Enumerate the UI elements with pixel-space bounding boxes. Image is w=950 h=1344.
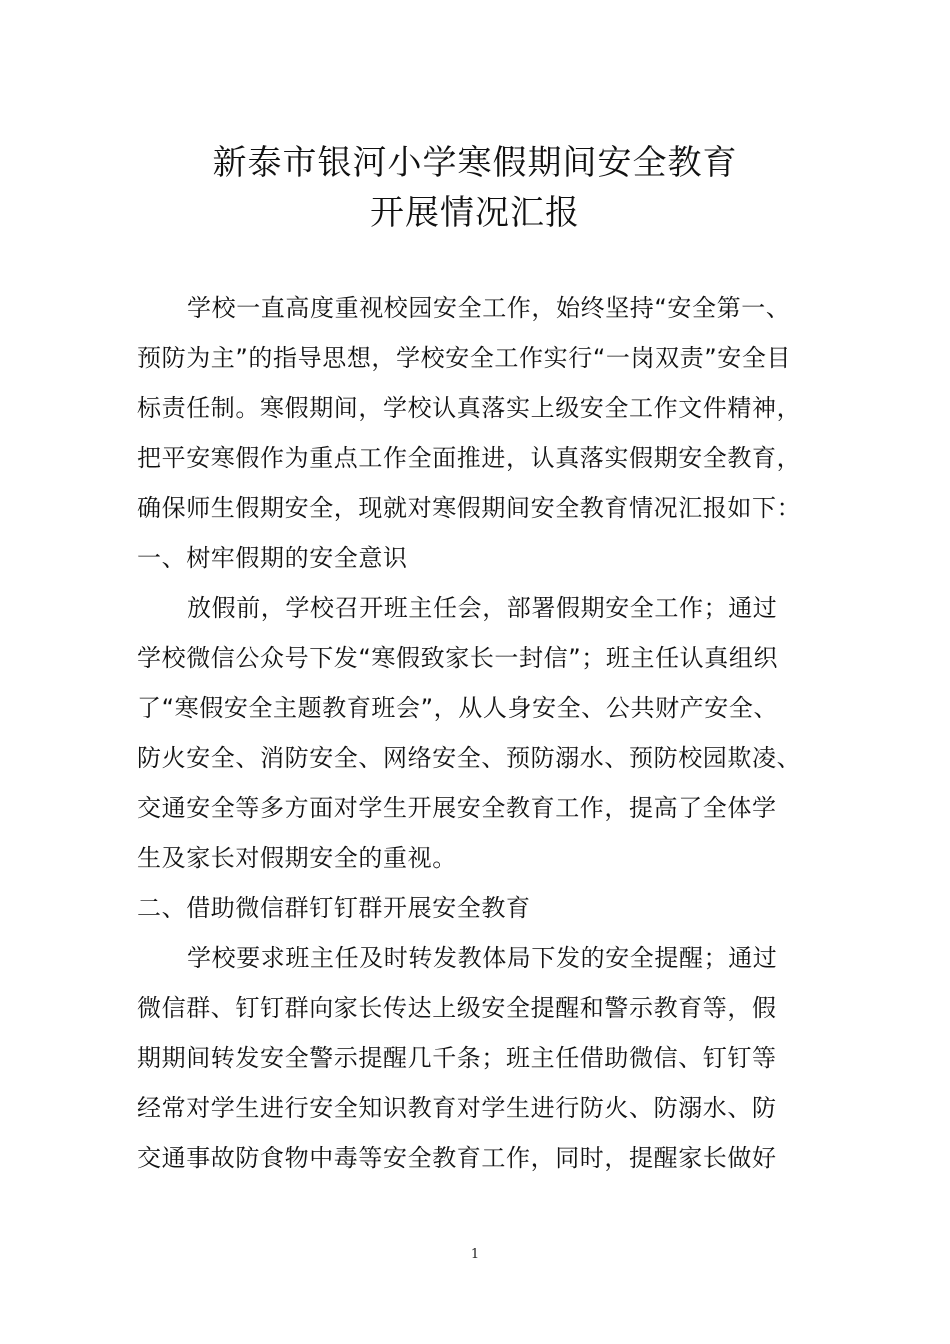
paragraph-1-line-4: 把平安寒假作为重点工作全面推进，认真落实假期安全教育， bbox=[137, 444, 802, 472]
section-heading-1: 一、树牢假期的安全意识 bbox=[137, 544, 408, 572]
paragraph-2-line-4: 防火安全、消防安全、网络安全、预防溺水、预防校园欺凌、 bbox=[137, 744, 802, 772]
document-title-line-2: 开展情况汇报 bbox=[370, 193, 580, 233]
paragraph-1-line-2: 预防为主”的指导思想，学校安全工作实行“一岗双责”安全目 bbox=[137, 344, 792, 372]
paragraph-2-line-2: 学校微信公众号下发“寒假致家长一封信”；班主任认真组织 bbox=[137, 644, 779, 672]
paragraph-2-line-6: 生及家长对假期安全的重视。 bbox=[137, 844, 457, 872]
paragraph-2-line-3: 了“寒假安全主题教育班会”，从人身安全、公共财产安全、 bbox=[137, 694, 779, 722]
paragraph-2-line-1: 放假前，学校召开班主任会，部署假期安全工作；通过 bbox=[187, 594, 778, 622]
paragraph-1-line-5: 确保师生假期安全，现就对寒假期间安全教育情况汇报如下： bbox=[137, 494, 802, 522]
paragraph-3-line-5: 交通事故防食物中毒等安全教育工作，同时，提醒家长做好 bbox=[137, 1144, 777, 1172]
section-heading-2: 二、借助微信群钉钉群开展安全教育 bbox=[137, 894, 531, 922]
paragraph-1-line-1: 学校一直高度重视校园安全工作，始终坚持“安全第一、 bbox=[187, 294, 791, 322]
document-title-line-1: 新泰市银河小学寒假期间安全教育 bbox=[212, 143, 738, 183]
paragraph-3-line-2: 微信群、钉钉群向家长传达上级安全提醒和警示教育等，假 bbox=[137, 994, 777, 1022]
paragraph-2-line-5: 交通安全等多方面对学生开展安全教育工作，提高了全体学 bbox=[137, 794, 777, 822]
paragraph-3-line-4: 经常对学生进行安全知识教育对学生进行防火、防溺水、防 bbox=[137, 1094, 777, 1122]
paragraph-1-line-3: 标责任制。寒假期间，学校认真落实上级安全工作文件精神， bbox=[137, 394, 802, 422]
paragraph-3-line-3: 期期间转发安全警示提醒几千条；班主任借助微信、钉钉等 bbox=[137, 1044, 777, 1072]
paragraph-3-line-1: 学校要求班主任及时转发教体局下发的安全提醒；通过 bbox=[187, 944, 778, 972]
page-number: 1 bbox=[470, 1247, 480, 1262]
